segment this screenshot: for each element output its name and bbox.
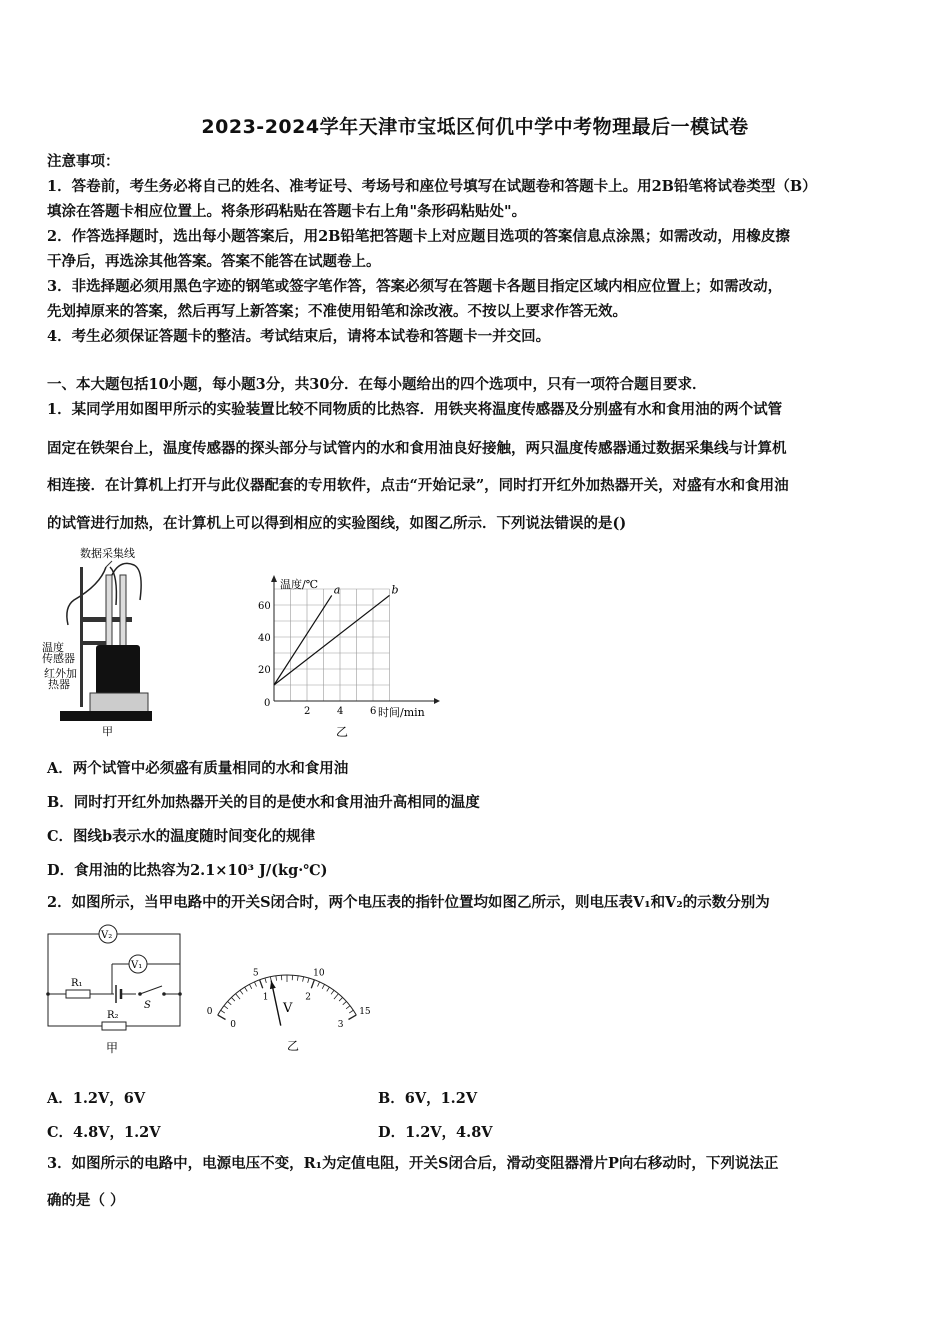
sensor-label: 传感器 [42,652,75,665]
dial-tick [348,1015,356,1020]
heater-body [96,645,140,695]
dial-tick [224,1006,228,1009]
q3-line: 3．如图所示的电路中，电源电压不变，R₁为定值电阻，开关S闭合后，滑动变阻器滑片P向右移动时，下列说法正 [47,1155,779,1172]
dial-tick [240,990,243,994]
q2-text: 2．如图所示，当甲电路中的开关S闭合时，两个电压表的指针位置均如图乙所示，则电压表V₁和V₂的示数分别为 [47,894,770,911]
series-b-label: b [391,583,399,597]
page-title: 2023-2024学年天津市宝坻区何仉中学中考物理最后一模试卷 [201,116,749,138]
junction [46,992,50,996]
origin-label: 0 [264,698,271,709]
x-tick-label: 6 [370,706,377,717]
dial-tick [245,987,248,991]
dial-tick [308,978,309,983]
resistor-r2 [102,1022,126,1030]
dial-tick [318,982,320,987]
section-heading: 一、本大题包括10小题，每小题3分，共30分．在每小题给出的四个选项中，只有一项符合题目要求． [47,376,707,393]
data-cable [67,567,106,625]
resistor-r1-label: R₁ [71,978,83,989]
figure-caption: 甲 [102,725,113,738]
q3-line: 确的是（ ） [47,1192,125,1209]
notice-line: 3．非选择题必须用黑色字迹的钢笔或签字笔作答，答案必须写在答题卡各题目指定区域内相应位置上；如需改动， [47,278,783,295]
dial-tick [331,990,334,994]
stand-rod [80,567,83,707]
notice-line: 1．答卷前，考生务必将自己的姓名、准考证号、考场号和座位号填写在试题卷和答题卡上。用2B铅笔将试卷类型（B） [47,178,817,195]
heater-base [90,693,148,713]
y-tick-label: 40 [258,633,271,644]
x-axis-label: 时间/min [378,706,425,719]
scale-3v-label: 3 [337,1020,344,1030]
stand-base [60,711,152,721]
dial-tick [322,984,324,988]
dial-tick [231,997,234,1001]
cable-label: 数据采集线 [80,547,135,560]
dial-tick [218,1015,226,1020]
series-b-line [274,595,390,685]
scale-15v-label: 10 [313,968,325,979]
q1-line: 相连接．在计算机上打开与此仪器配套的专用软件，点击“开始记录”，同时打开红外加热器开关，对盛有水和食用油 [47,477,789,494]
dial-tick [221,1010,225,1013]
dial-tick [327,987,330,991]
y-axis-arrow [271,575,277,582]
q2-option-b: B．6V，1.2V [378,1090,478,1107]
dial-tick [297,976,298,981]
dial-tick [236,994,240,999]
q2-option-c: C．4.8V，1.2V [47,1124,161,1141]
notice-heading: 注意事项： [47,153,120,170]
y-tick-label: 20 [258,665,271,676]
dial-tick [265,978,266,983]
scale-15v-label: 0 [206,1007,213,1017]
scale-3v-label: 1 [262,992,269,1003]
sensor-label: 温度 [42,641,64,654]
scale-15v-label: 15 [359,1007,371,1017]
notice-line: 干净后，再选涂其他答案。答案不能答在试题卷上。 [47,253,381,270]
x-axis-arrow [434,698,440,704]
series-a-line [274,595,332,685]
dial-tick [349,1010,353,1013]
scale-3v-label: 2 [305,992,311,1003]
heater-label: 红外加 [44,667,77,680]
resistor-r1 [66,990,90,998]
q1-line: 1．某同学用如图甲所示的实验装置比较不同物质的比热容．用铁夹将温度传感器及分别盛有水和食用油的两个试管 [47,401,783,418]
notice-line: 4．考生必须保证答题卡的整洁。考试结束后，请将本试卷和答题卡一并交回。 [47,328,551,345]
series-a-label: a [333,583,341,597]
figure-caption: 乙 [336,725,349,739]
temperature-chart [250,570,445,745]
apparatus-figure [40,545,170,740]
dial-tick [343,1001,347,1004]
switch-contact [162,992,166,996]
q2-option-a: A．1.2V，6V [47,1090,146,1107]
scale-3v-label: 0 [230,1020,237,1030]
dial-tick [249,984,251,988]
switch-label: S [144,1000,151,1011]
notice-line: 2．作答选择题时，选出每小题答案后，用2B铅笔把答题卡上对应题目选项的答案信息点涂黑；如需改动，用橡皮擦 [47,228,790,245]
x-tick-label: 4 [337,706,344,717]
dial-tick [311,980,314,988]
circuit-figure [40,922,190,1062]
q1-option-c: C．图线b表示水的温度随时间变化的规律 [47,828,316,845]
dial-tick [339,997,342,1001]
notice-line: 填涂在答题卡相应位置上。将条形码粘贴在答题卡右上角"条形码粘贴处"。 [47,203,527,220]
q1-option-d: D．食用油的比热容为2.1×10³ J/(kg·℃) [47,862,328,879]
dial-tick [276,976,277,981]
dial-tick [228,1001,232,1004]
notice-line: 先划掉原来的答案，然后再写上新答案；不准使用铅笔和涂改液。不按以上要求作答无效。 [47,303,627,320]
q1-line: 的试管进行加热，在计算机上可以得到相应的实验图线，如图乙所示．下列说法错误的是() [47,515,627,532]
heater-label: 热器 [48,678,70,691]
q1-option-a: A．两个试管中必须盛有质量相同的水和食用油 [47,760,349,777]
q2-option-d: D．1.2V，4.8V [378,1124,493,1141]
q1-option-b: B．同时打开红外加热器开关的目的是使水和食用油升高相同的温度 [47,794,480,811]
figure-caption: 乙 [287,1039,300,1053]
resistor-r2-label: R₂ [107,1010,119,1021]
voltmeter-v1-label: V₁ [131,960,143,971]
pointer-line [106,561,112,567]
q1-line: 固定在铁架台上，温度传感器的探头部分与试管内的水和食用油良好接触，两只温度传感器通过数据采集线与计算机 [47,440,787,457]
voltmeter-dial [195,930,380,1060]
x-tick-label: 2 [304,706,311,717]
dial-tick [303,977,304,982]
chart-grid [274,589,390,701]
voltmeter-v2-label: V₂ [101,930,113,941]
dial-tick [254,982,256,987]
dial-tick [260,980,263,988]
y-axis-label: 温度/℃ [280,578,319,591]
meter-unit: V [283,1001,293,1016]
figure-caption: 甲 [106,1041,119,1055]
junction [178,992,182,996]
dial-tick [346,1006,350,1009]
scale-15v-label: 5 [252,968,259,979]
y-tick-label: 60 [258,601,271,612]
dial-tick [334,994,338,999]
